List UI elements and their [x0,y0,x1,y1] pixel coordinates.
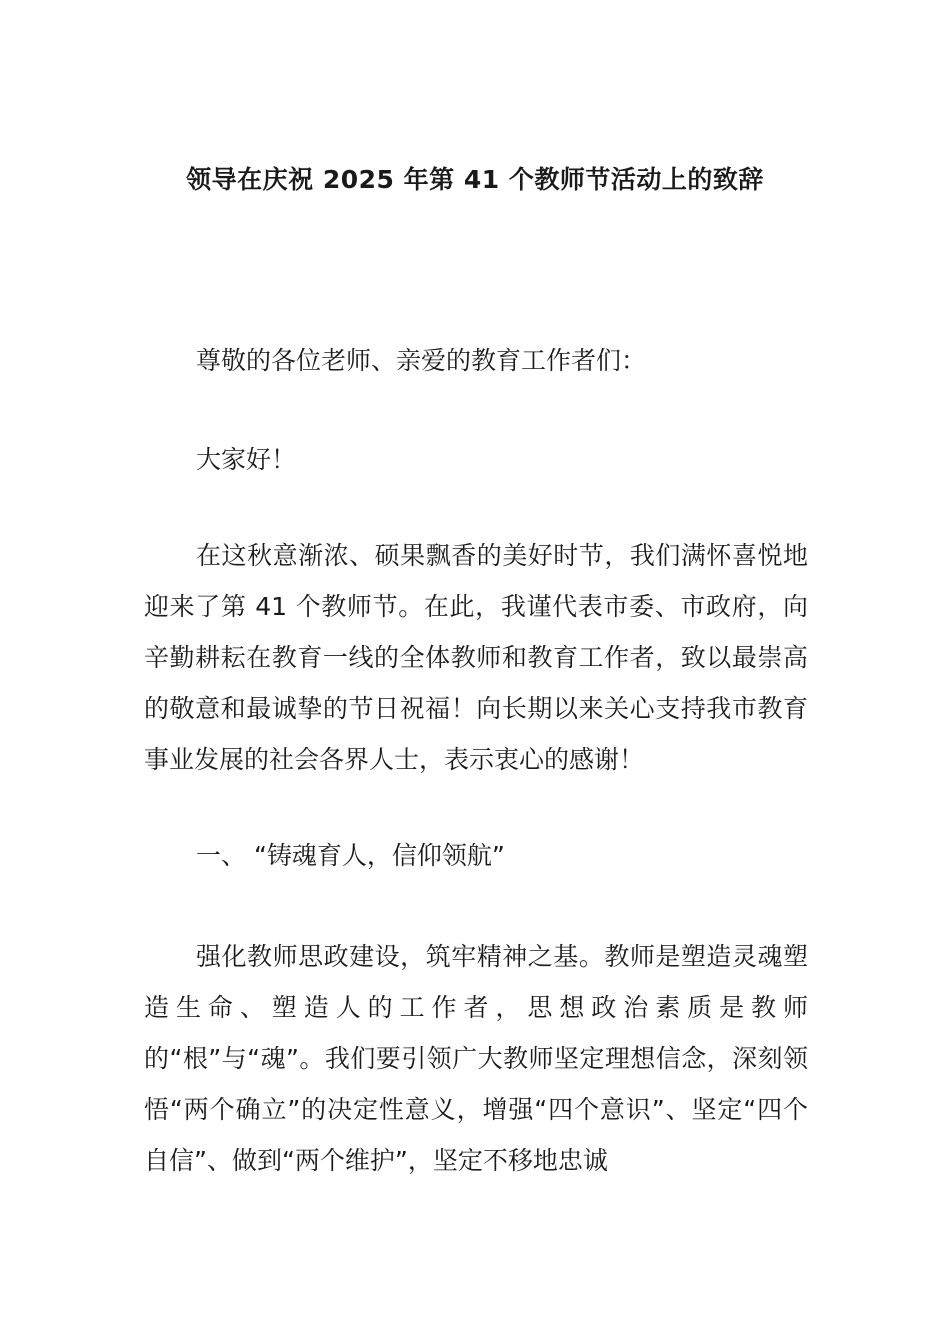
salutation-paragraph: 尊敬的各位老师、亲爱的教育工作者们： [196,346,647,375]
document-title: 领导在庆祝 2025 年第 41 个教师节活动上的致辞 [186,165,764,194]
greeting-paragraph: 大家好！ [196,445,297,474]
intro-paragraph: 在这秋意渐浓、硕果飘香的美好时节，我们满怀喜悦地迎来了第 41 个教师节。在此，我谨代表市委、市政府，向辛勤耕耘在教育一线的全体教师和教育工作者，致以最崇高的敬意和最诚挚的节日祝福！向长期以来关心支持我市教育事业发展的社会各界人士，表示衷心的感谢！ [144,541,808,774]
section-body-paragraph: 强化教师思政建设，筑牢精神之基。教师是塑造灵魂塑造生命、塑造人的工作者，思想政治素质是教师的“根”与“魂”。我们要引领广大教师坚定理想信念，深刻领悟“两个确立”的决定性意义，增强“四个意识”、坚定“四个自信”、做到“两个维护”，坚定不移地忠诚 [144,942,808,1175]
section-heading: 一、 “铸魂育人，信仰领航” [196,841,505,870]
